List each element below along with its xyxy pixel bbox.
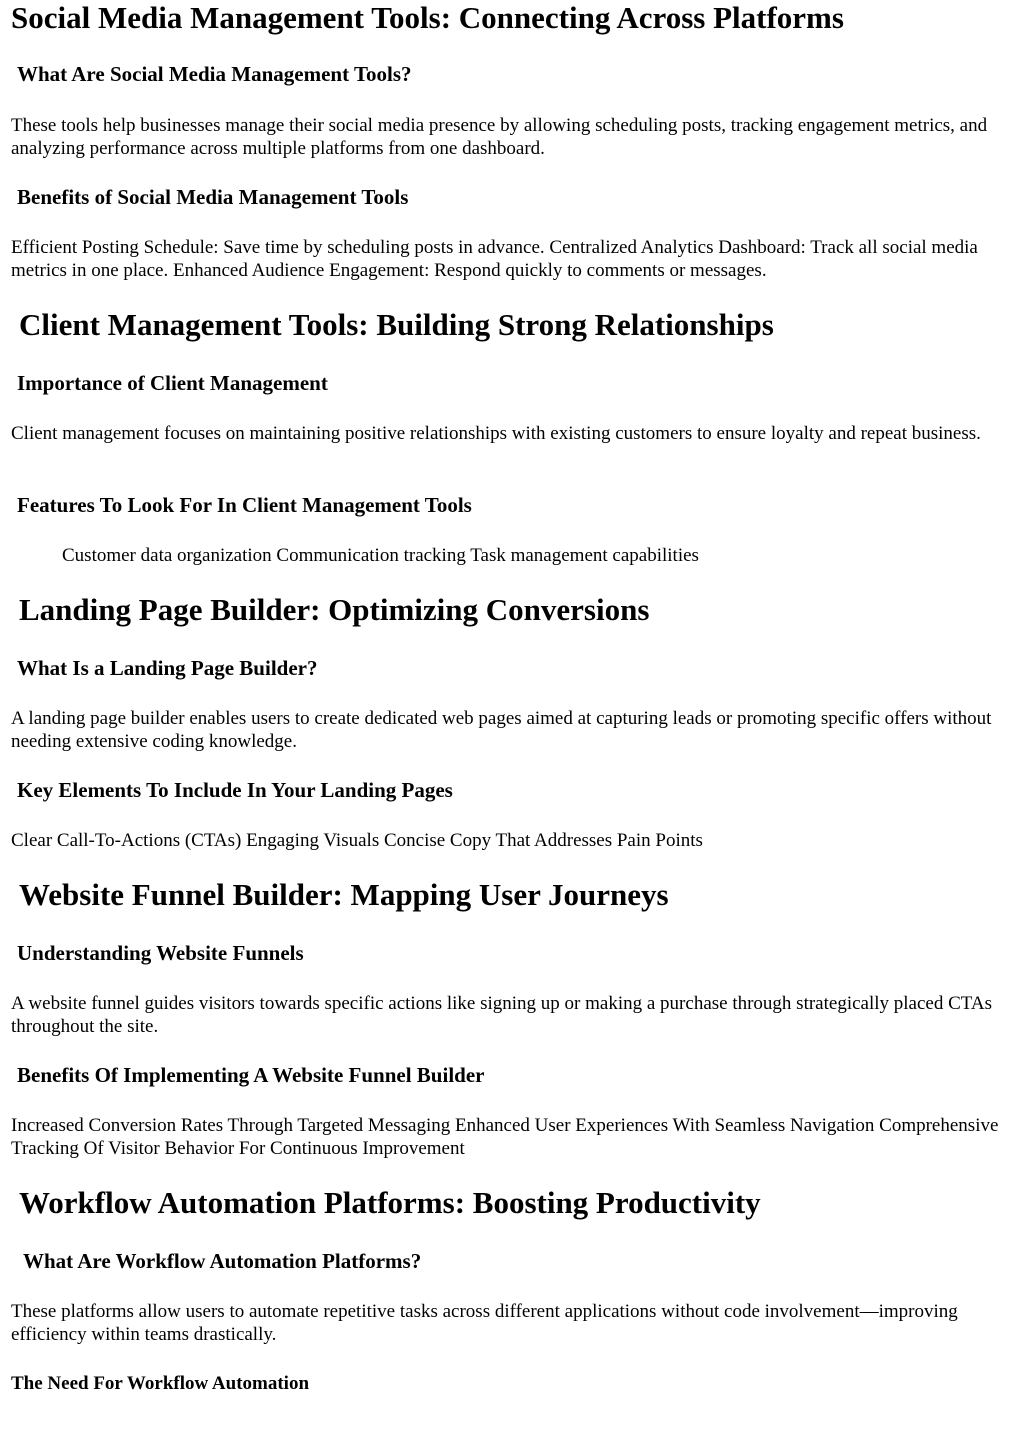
paragraph-website-funnels-description: A website funnel guides visitors towards specific actions like signing up or making a purchase through strategically placed CTAs throughout the site.	[11, 993, 992, 1037]
paragraph-workflow-platforms-description: These platforms allow users to automate repetitive tasks across different applications without code involvement—improving efficiency within teams drastically.	[11, 1301, 958, 1345]
section-title-client-management: Client Management Tools: Building Strong Relationships	[19, 307, 774, 342]
section-heading-what-are-workflow-platforms: What Are Workflow Automation Platforms?	[23, 1249, 422, 1273]
section-heading-website-funnel-benefits: Benefits Of Implementing A Website Funnel Builder	[17, 1063, 485, 1087]
paragraph-landing-page-key-elements: Clear Call-To-Actions (CTAs) Engaging Visuals Concise Copy That Addresses Pain Points	[11, 830, 703, 851]
paragraph-website-funnel-benefits: Increased Conversion Rates Through Targeted Messaging Enhanced User Experiences With Seamless Navigation Comprehensive Tracking Of Visitor Behavior For Continuous Improvement	[11, 1115, 999, 1159]
section-heading-what-is-landing-page-builder: What Is a Landing Page Builder?	[17, 656, 318, 680]
section-heading-client-management-features: Features To Look For In Client Management Tools	[17, 493, 472, 517]
section-heading-understanding-website-funnels: Understanding Website Funnels	[17, 941, 304, 965]
section-heading-importance-client-management: Importance of Client Management	[17, 371, 328, 395]
section-heading-landing-page-key-elements: Key Elements To Include In Your Landing Pages	[17, 778, 453, 802]
section-heading-need-for-workflow-automation: The Need For Workflow Automation	[11, 1373, 310, 1394]
paragraph-client-management-features: Customer data organization Communication tracking Task management capabilities	[62, 545, 699, 566]
paragraph-social-media-tools-description: These tools help businesses manage their social media presence by allowing scheduling posts, tracking engagement metrics, and analyzing performance across multiple platforms from one dashboard.	[11, 115, 988, 159]
section-title-website-funnel-builder: Website Funnel Builder: Mapping User Journeys	[19, 877, 669, 912]
paragraph-social-media-benefits: Efficient Posting Schedule: Save time by scheduling posts in advance. Centralized Analytics Dashboard: Track all social media metrics in one place. Enhanced Audience Engagement: Respond quickly to comments or messages.	[11, 237, 978, 281]
section-title-workflow-automation: Workflow Automation Platforms: Boosting Productivity	[19, 1185, 761, 1220]
section-heading-social-media-benefits: Benefits of Social Media Management Tools	[17, 185, 409, 209]
paragraph-landing-page-builder-description: A landing page builder enables users to create dedicated web pages aimed at capturing leads or promoting specific offers without needing extensive coding knowledge.	[11, 708, 992, 752]
section-title-landing-page-builder: Landing Page Builder: Optimizing Conversions	[19, 592, 650, 627]
paragraph-client-management-importance: Client management focuses on maintaining positive relationships with existing customers to ensure loyalty and repeat business.	[11, 423, 981, 444]
page-title: Social Media Management Tools: Connecting Across Platforms	[11, 0, 844, 35]
section-heading-what-are-social-media-tools: What Are Social Media Management Tools?	[17, 62, 412, 86]
